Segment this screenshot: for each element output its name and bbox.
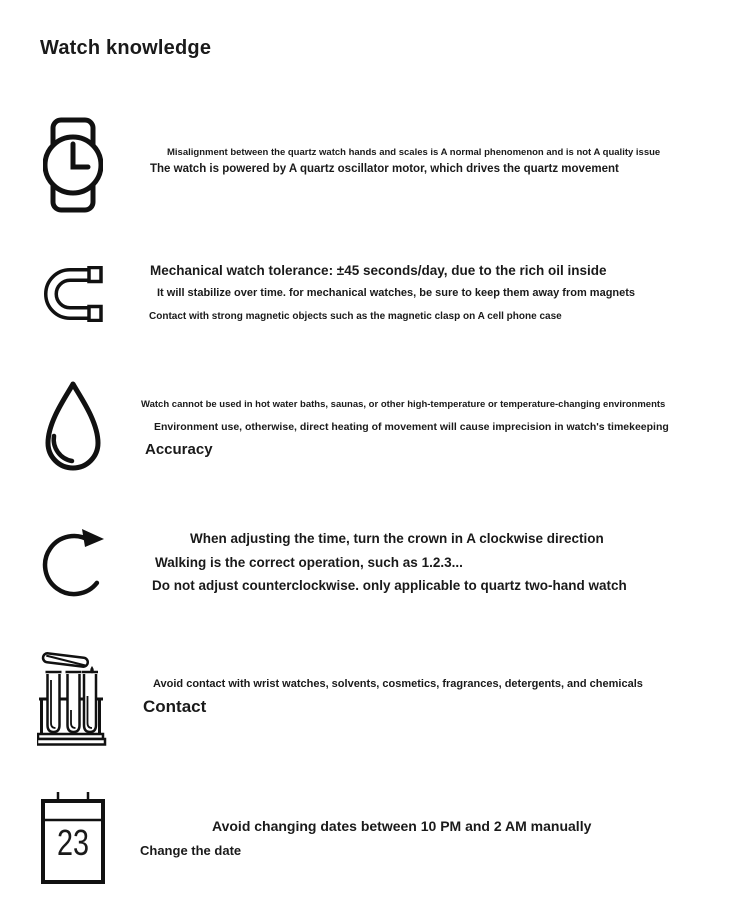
walking-operation-line: Walking is the correct operation, such as 1.2.3... xyxy=(155,555,463,570)
contact-heading: Contact xyxy=(143,697,207,716)
movement-note-small: Misalignment between the quartz watch hands and scales is A normal phenomenon and is not A quality issue xyxy=(167,147,661,158)
calendar-day-number: 23 xyxy=(56,822,90,863)
page-title: Watch knowledge xyxy=(40,37,212,59)
magnet-stabilize-line: It will stabilize over time. for mechanical watches, be sure to keep them away from magnets xyxy=(157,287,636,299)
accuracy-heading: Accuracy xyxy=(145,441,213,458)
date-change-warning-line: Avoid changing dates between 10 PM and 2 AM manually xyxy=(212,818,592,834)
change-date-label: Change the date xyxy=(140,843,242,858)
clockwise-arrow-icon xyxy=(42,525,110,605)
wristwatch-icon xyxy=(43,117,103,213)
crown-clockwise-line: When adjusting the time, turn the crown in A clockwise direction xyxy=(190,531,604,546)
chemicals-warning-line: Avoid contact with wrist watches, solvents, cosmetics, fragrances, detergents, and chemicals xyxy=(153,678,643,690)
heat-warning-small: Watch cannot be used in hot water baths, saunas, or other high-temperature or temperature-changing environments xyxy=(141,399,666,410)
magnet-tolerance-line: Mechanical watch tolerance: ±45 seconds/day, due to the rich oil inside xyxy=(150,263,607,278)
magnet-icon xyxy=(44,266,104,322)
movement-note-main: The watch is powered by A quartz oscillator motor, which drives the quartz movement xyxy=(150,163,619,175)
water-drop-icon xyxy=(42,380,104,474)
test-tubes-icon xyxy=(37,648,115,748)
magnet-contact-line: Contact with strong magnetic objects such as the magnetic clasp on A cell phone case xyxy=(149,311,562,322)
counterclockwise-warning-line: Do not adjust counterclockwise. only applicable to quartz two-hand watch xyxy=(152,578,627,593)
heat-warning-main: Environment use, otherwise, direct heating of movement will cause imprecision in watch's timekeeping xyxy=(154,421,669,433)
